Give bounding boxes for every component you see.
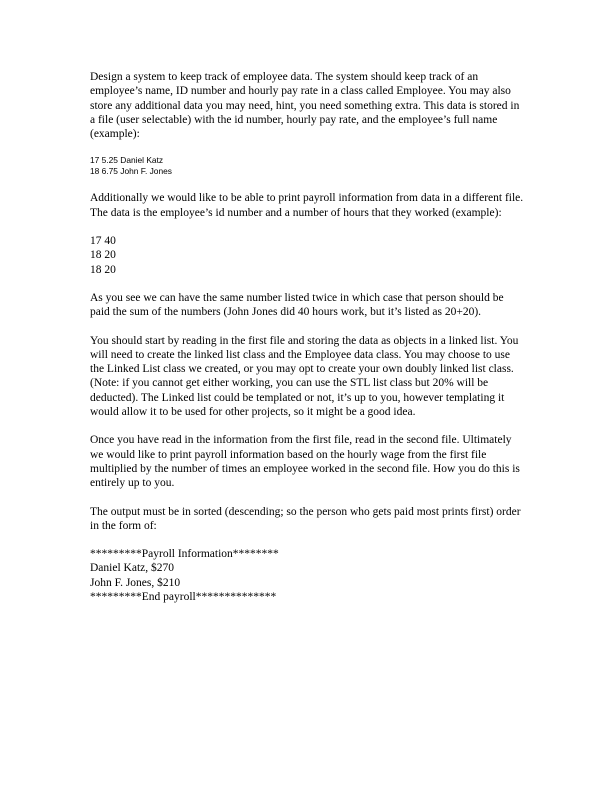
duplicate-note-paragraph: As you see we can have the same number listed twice in which case that person should be paid the sum of the numbers (John Jones did 40 hours work, but it’s listed as 20+20). [90,291,504,319]
additional-paragraph: Additionally we would like to be able to print payroll information from data in a different file. The data is the employee’s id number and a number of hours that they worked (example): [90,192,524,219]
output-sample-line: Daniel Katz, $270 [90,562,174,575]
output-sample-header: *********Payroll Information******** [90,548,279,561]
example-line: 17 40 [90,235,116,248]
example-line: 18 6.75 John F. Jones [90,166,172,177]
hours-file-example [90,234,524,277]
output-sample-footer: *********End payroll************** [90,591,277,604]
output-intro-paragraph: The output must be in sorted (descending; so the person who gets paid most prints first) order in the form of: [90,505,521,532]
once-paragraph: Once you have read in the information from the first file, read in the second file. Ultimately we would like to print payroll information based on the hourly wage from the first file multiplied by the number of times an employee worked in the second file. How you do this is entirely up to you. [90,434,520,490]
example-line: 17 5.25 Daniel Katz [90,155,164,166]
output-sample [90,547,524,604]
employee-file-example [90,155,524,177]
output-sample-line: John F. Jones, $210 [90,576,181,589]
start-paragraph: You should start by reading in the first file and storing the data as objects in a linked list. You will need to create the linked list class and the Employee data class. You may choose to use the Linked List class we created, or you may opt to create your own doubly linked list class. (Note: if you cannot get either working, you can use the STL list class but 20% will be deducted). The Linked list could be templated or not, it’s up to you, however templating it would allow it to be used for other projects, so it might be a good idea. [90,334,519,419]
document-page [90,70,524,604]
example-line: 18 20 [90,249,116,262]
example-line: 18 20 [90,263,116,276]
intro-paragraph: Design a system to keep track of employee data. The system should keep track of an employee’s name, ID number and hourly pay rate in a class called Employee. You may also store any additional data you may need, hint, you need something extra. This data is stored in a file (user selectable) with the id number, hourly pay rate, and the employee’s full name (example): [90,71,520,141]
